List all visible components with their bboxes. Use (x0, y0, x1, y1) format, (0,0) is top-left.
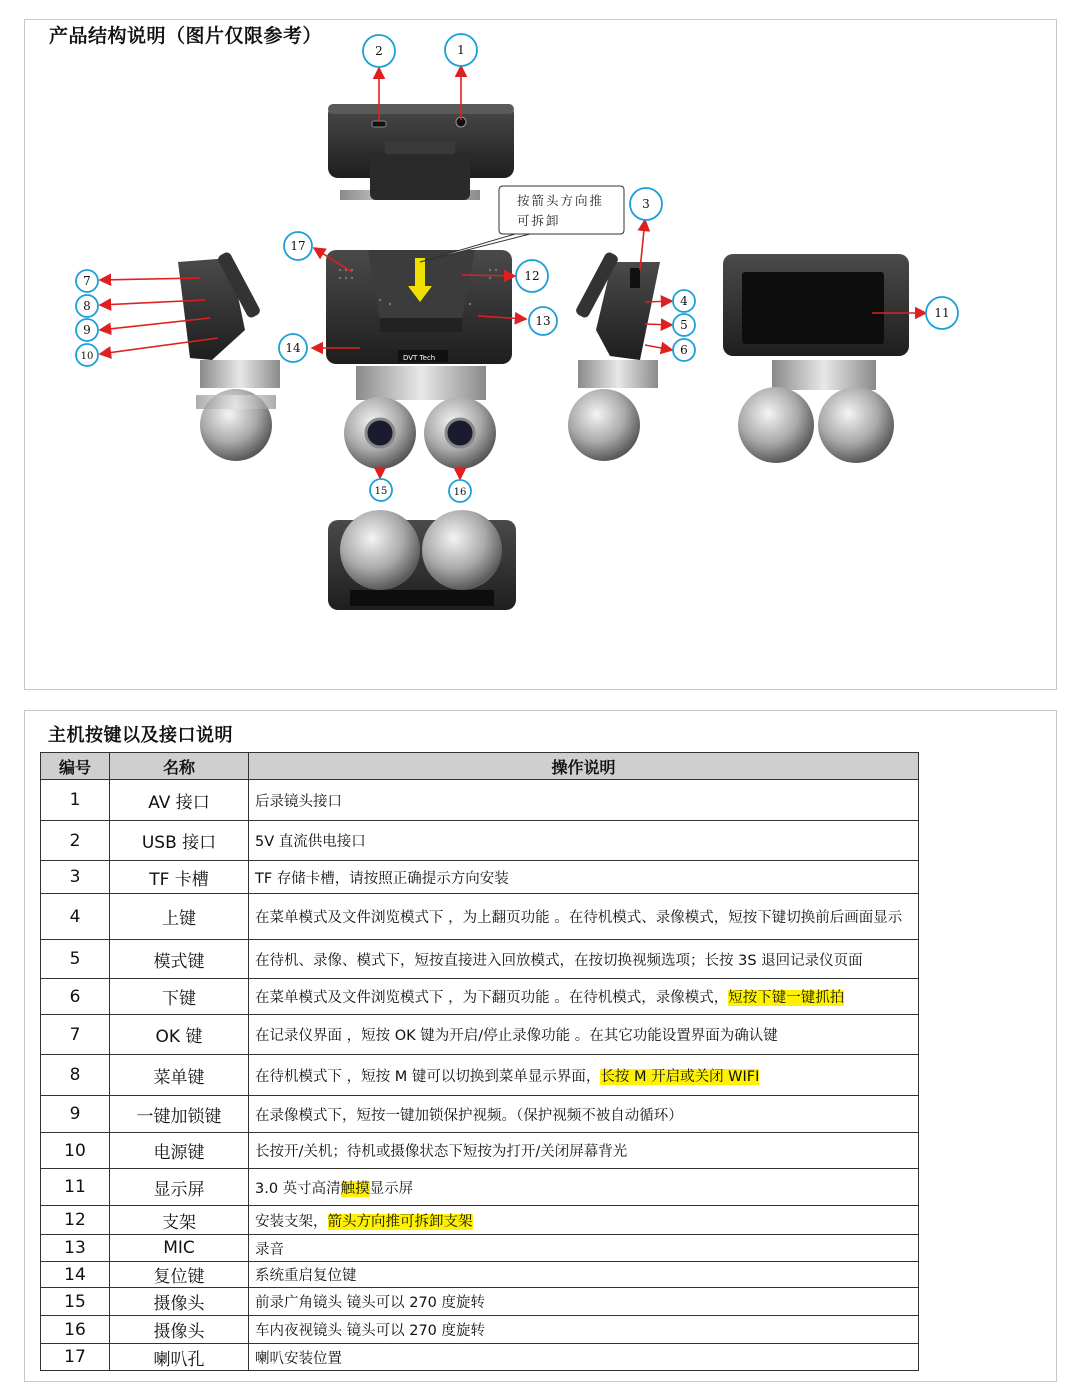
label-2: 2 (375, 44, 383, 58)
description-text-after: 显示屏 (369, 1180, 414, 1197)
row-description (249, 1096, 919, 1133)
row-number: 15 (41, 1288, 110, 1316)
row-description (249, 1055, 919, 1096)
label-10: 10 (80, 351, 94, 362)
row-description (249, 979, 919, 1015)
device-front-view (326, 250, 512, 469)
structure-title: 产品结构说明（图片仅限参考） (49, 25, 323, 47)
description-text: 车内夜视镜头 镜头可以 270 度旋转 (255, 1323, 486, 1339)
row-description (249, 1288, 919, 1316)
row-number: 16 (41, 1316, 110, 1344)
row-description (249, 1169, 919, 1206)
table-row (41, 1169, 919, 1206)
row-number: 8 (41, 1055, 110, 1096)
table-row (41, 821, 919, 861)
table-row (41, 780, 919, 821)
row-name: TF 卡槽 (110, 861, 249, 894)
row-number: 1 (41, 780, 110, 821)
label-1: 1 (457, 43, 465, 57)
description-text: 在录像模式下，短按一键加锁保护视频。（保护视频不被自动循环） (255, 1107, 683, 1124)
row-name: 电源键 (110, 1133, 249, 1169)
description-text: 在记录仪界面 ，短按 OK 键为开启/停止录像功能 。在其它功能设置界面为确认键 (255, 1028, 778, 1044)
button-spec-table (40, 752, 919, 1371)
table-row (41, 1262, 919, 1288)
table-row (41, 1235, 919, 1262)
row-number: 9 (41, 1096, 110, 1133)
description-text: 前录广角镜头 镜头可以 270 度旋转 (255, 1295, 486, 1311)
description-text: 在待机、录像、模式下，短按直接进入回放模式，在按切换视频选项；长按 3S 退回记录仪页面 (255, 952, 863, 969)
row-name: 支架 (110, 1206, 249, 1235)
table-header-row (41, 753, 919, 780)
row-number: 10 (41, 1133, 110, 1169)
table-row (41, 940, 919, 979)
row-name: 下键 (110, 979, 249, 1015)
table-row (41, 1096, 919, 1133)
label-16: 16 (453, 487, 467, 498)
row-number: 6 (41, 979, 110, 1015)
button-spec-title: 主机按键以及接口说明 (48, 725, 233, 746)
header-no: 编号 (41, 753, 110, 780)
row-number: 14 (41, 1262, 110, 1288)
highlighted-text: 长按 M 开启或关闭 WIFI (600, 1068, 760, 1085)
table-row (41, 894, 919, 940)
row-description (249, 780, 919, 821)
label-8: 8 (83, 299, 91, 313)
table-row (41, 979, 919, 1015)
label-6: 6 (680, 343, 688, 357)
row-description (249, 1344, 919, 1371)
label-14: 14 (285, 341, 301, 355)
table-row (41, 1206, 919, 1235)
row-description (249, 1015, 919, 1055)
header-name: 名称 (110, 753, 249, 780)
description-text: 在待机模式下 ，短按 M 键可以切换到菜单显示界面， (255, 1068, 601, 1085)
table-row (41, 1133, 919, 1169)
row-description (249, 1206, 919, 1235)
description-text: 安装支架， (255, 1213, 328, 1230)
row-name: 复位键 (110, 1262, 249, 1288)
highlighted-text: 触摸 (340, 1180, 370, 1197)
device-brand-text: DVT Tech (403, 354, 436, 362)
row-name: 上键 (110, 894, 249, 940)
row-number: 3 (41, 861, 110, 894)
description-text: 喇叭安装位置 (255, 1350, 342, 1367)
detach-callout-text: 按箭头方向推可拆卸 (517, 193, 605, 228)
device-left-side (178, 251, 280, 461)
description-text: 系统重启复位键 (255, 1268, 357, 1284)
table-row (41, 1344, 919, 1371)
description-text: 在菜单模式及文件浏览模式下 ，为上翻页功能 。在待机模式、录像模式，短按下键切换前后画面显示 (255, 910, 903, 926)
row-number: 12 (41, 1206, 110, 1235)
row-description (249, 940, 919, 979)
row-number: 13 (41, 1235, 110, 1262)
table-row (41, 1055, 919, 1096)
label-4: 4 (680, 294, 688, 308)
description-text: TF 存储卡槽，请按照正确提示方向安装 (255, 870, 509, 887)
row-number: 2 (41, 821, 110, 861)
label-3: 3 (642, 197, 650, 211)
description-text: 长按开/关机；待机或摄像状态下短按为打开/关闭屏幕背光 (255, 1144, 628, 1160)
table-row (41, 1316, 919, 1344)
description-text: 5V 直流供电接口 (255, 834, 366, 850)
row-name: OK 键 (110, 1015, 249, 1055)
row-description (249, 1235, 919, 1262)
row-description (249, 861, 919, 894)
row-name: 菜单键 (110, 1055, 249, 1096)
device-right-side (568, 251, 660, 461)
row-number: 4 (41, 894, 110, 940)
row-number: 7 (41, 1015, 110, 1055)
row-name: 摄像头 (110, 1316, 249, 1344)
row-number: 11 (41, 1169, 110, 1206)
row-description (249, 821, 919, 861)
table-row (41, 861, 919, 894)
device-bottom-view (328, 510, 516, 610)
row-name: AV 接口 (110, 780, 249, 821)
label-12: 12 (524, 269, 540, 283)
highlighted-text: 箭头方向推可拆卸支架 (327, 1213, 473, 1230)
row-name: 一键加锁键 (110, 1096, 249, 1133)
row-name: USB 接口 (110, 821, 249, 861)
row-description (249, 894, 919, 940)
row-name: 摄像头 (110, 1288, 249, 1316)
description-text: 3.0 英寸高清 (255, 1180, 341, 1197)
description-text: 录音 (255, 1241, 284, 1258)
description-text: 在菜单模式及文件浏览模式下 ，为下翻页功能 。在待机模式，录像模式， (255, 990, 729, 1006)
label-11: 11 (934, 306, 950, 320)
label-7: 7 (83, 274, 91, 288)
table-row (41, 1015, 919, 1055)
label-17: 17 (290, 239, 306, 253)
row-name: MIC (110, 1235, 249, 1262)
label-5: 5 (680, 318, 688, 332)
row-description (249, 1316, 919, 1344)
label-15: 15 (374, 486, 388, 497)
row-number: 17 (41, 1344, 110, 1371)
label-13: 13 (535, 314, 551, 328)
device-top-view (328, 104, 514, 200)
header-desc: 操作说明 (249, 753, 919, 780)
description-text: 后录镜头接口 (255, 793, 342, 810)
row-number: 5 (41, 940, 110, 979)
row-name: 喇叭孔 (110, 1344, 249, 1371)
highlighted-text: 短按下键一键抓拍 (728, 990, 845, 1006)
label-9: 9 (83, 323, 91, 337)
device-back-view (723, 254, 909, 463)
row-description (249, 1133, 919, 1169)
row-name: 模式键 (110, 940, 249, 979)
row-description (249, 1262, 919, 1288)
table-row (41, 1288, 919, 1316)
row-name: 显示屏 (110, 1169, 249, 1206)
